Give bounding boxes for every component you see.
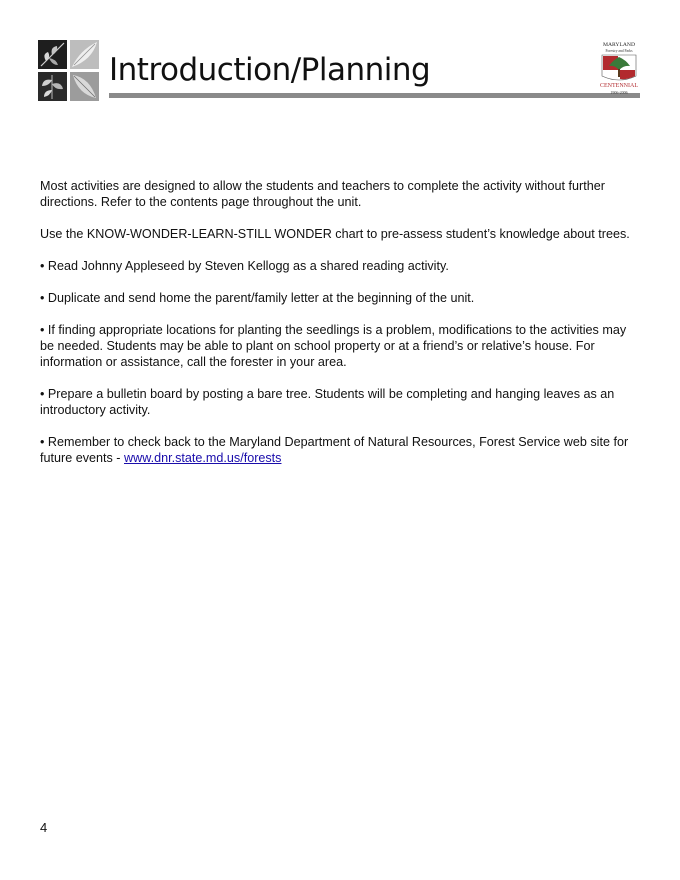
kwl-paragraph: Use the KNOW-WONDER-LEARN-STILL WONDER chart to pre-assess student’s knowledge about trees. — [40, 227, 630, 241]
logo-maryland-text: MARYLAND — [602, 42, 636, 48]
bullet-item-text: • Remember to check back to the Maryland Department of Natural Resources, Forest Service web site for future events - — [40, 435, 629, 465]
logo-forestry-text: Forestry and Parks — [605, 49, 633, 53]
bullet-item: • Read Johnny Appleseed by Steven Kellogg as a shared reading activity. — [40, 259, 449, 273]
leaf-image-tile — [38, 40, 67, 69]
logo-years-text: 1906-2006 — [610, 90, 628, 95]
body-content — [40, 178, 636, 482]
leaf-image-grid — [38, 40, 100, 101]
centennial-logo — [596, 40, 642, 96]
logo-centennial-text: CENTENNIAL — [600, 83, 638, 89]
logo-red-base — [620, 70, 635, 79]
logo-trunk — [618, 69, 620, 77]
bullet-item: • If finding appropriate locations for planting the seedlings is a problem, modifications to the activities may be needed. Students may be able to plant on school property or at a friend’s or relative’s house. For information or assistance, call the forester in your area. — [40, 323, 627, 369]
leaf-image-tile — [70, 72, 99, 101]
page-title: Introduction/Planning — [109, 52, 431, 88]
leaf-image-tile — [70, 40, 99, 69]
forests-website-link[interactable]: www.dnr.state.md.us/forests — [124, 451, 282, 465]
bullet-item — [40, 434, 636, 466]
bullet-item: • Duplicate and send home the parent/family letter at the beginning of the unit. — [40, 291, 475, 305]
intro-paragraph: Most activities are designed to allow the students and teachers to complete the activity without further directions. Refer to the contents page throughout the unit. — [40, 179, 605, 209]
leaf-image-tile — [38, 72, 67, 101]
page-number: 4 — [40, 820, 48, 835]
title-rule — [109, 93, 640, 98]
bullet-item: • Prepare a bulletin board by posting a bare tree. Students will be completing and hanging leaves as an introductory activity. — [40, 387, 615, 417]
